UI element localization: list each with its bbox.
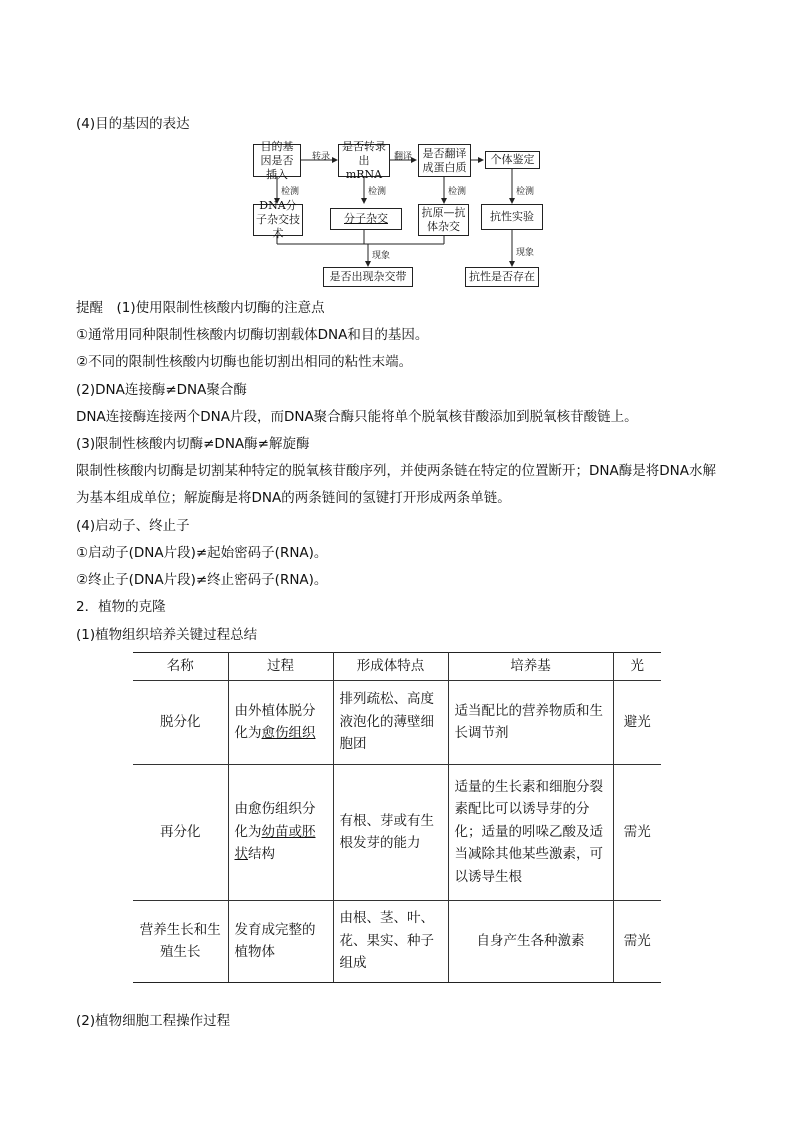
table-header: 形成体特点: [333, 653, 448, 681]
gene-expression-flowchart: [0, 0, 794, 300]
label-transcribe: 转录: [312, 152, 331, 162]
box-protein-translated: 是否翻译成蛋白质: [418, 144, 471, 177]
cell-feature: 由根、茎、叶、花、果实、种子组成: [333, 900, 448, 982]
cell-medium: 自身产生各种激素: [448, 900, 613, 982]
box-antigen-antibody: 抗原—抗体杂交: [418, 204, 469, 236]
process-text: 由愈伤组织分化为: [234, 801, 316, 840]
cell-feature: 有根、芽或有生根发芽的能力: [333, 764, 448, 900]
box-mrna-transcribed: 是否转录出mRNA: [338, 144, 390, 177]
tissue-culture-table: [133, 652, 661, 983]
table-header: 培养基: [448, 653, 613, 681]
box-individual-identification: 个体鉴定: [485, 151, 540, 169]
section-plant-cloning: 2．植物的克隆: [76, 599, 166, 615]
cell-light: 需光: [613, 764, 661, 900]
table-header-row: [133, 653, 661, 681]
box-resistance-exists: 抗性是否存在: [465, 267, 539, 287]
box-hybrid-band: 是否出现杂交带: [323, 267, 413, 287]
cell-medium: 适量的生长素和细胞分裂素配比可以诱导芽的分化；适量的吲哚乙酸及适当减除其他某些激素，可以诱导生根: [448, 764, 613, 900]
heading-gene-expression: (4)目的基因的表达: [76, 116, 190, 132]
tip-point-5: ①启动子(DNA片段)≠起始密码子(RNA)。: [76, 545, 328, 561]
label-detect-2: 检测: [368, 187, 387, 197]
cell-name: 脱分化: [133, 680, 228, 764]
process-underlined-text: 愈伤组织: [261, 725, 316, 741]
process-suffix-text: 结构: [248, 846, 275, 863]
cell-light: 避光: [613, 680, 661, 764]
box-dna-hybridization: DNA分子杂交技术: [253, 204, 303, 236]
tip-heading-2: (2)DNA连接酶≠DNA聚合酶: [76, 382, 247, 398]
label-detect-1: 检测: [281, 187, 300, 197]
label-detect-4: 检测: [516, 187, 535, 197]
tip-heading-3: (3)限制性核酸内切酶≠DNA酶≠解旋酶: [76, 436, 310, 452]
label-translate: 翻译: [394, 152, 413, 162]
tip-point-6: ②终止子(DNA片段)≠终止密码子(RNA)。: [76, 572, 328, 588]
tip-title: 提醒 (1)使用限制性核酸内切酶的注意点: [76, 300, 325, 316]
molecular-hybridization-text: 分子杂交: [344, 212, 388, 225]
cell-process: [228, 764, 333, 900]
cell-feature: 排列疏松、高度液泡化的薄壁细胞团: [333, 680, 448, 764]
cell-process: 发育成完整的植物体: [228, 900, 333, 982]
cell-name: 再分化: [133, 764, 228, 900]
table-header: 过程: [228, 653, 333, 681]
box-molecular-hybridization: [330, 208, 402, 230]
table-row: [133, 680, 661, 764]
cell-medium: 适当配比的营养物质和生长调节剂: [448, 680, 613, 764]
table-header: 光: [613, 653, 661, 681]
table-row: [133, 900, 661, 982]
label-phenomenon-2: 现象: [516, 248, 535, 258]
section-tissue-culture-summary: (1)植物组织培养关键过程总结: [76, 627, 258, 643]
tip-point-3: DNA连接酶连接两个DNA片段，而DNA聚合酶只能将单个脱氧核苷酸添加到脱氧核苷酸链上。: [76, 409, 638, 425]
box-resistance-test: 抗性实验: [481, 204, 543, 230]
process-underlined-text: 幼苗或胚状: [234, 823, 316, 863]
table-header: 名称: [133, 653, 228, 681]
tip-point-2: ②不同的限制性核酸内切酶也能切割出相同的粘性末端。: [76, 354, 413, 370]
label-phenomenon-1: 现象: [372, 251, 391, 261]
cell-name: 营养生长和生殖生长: [133, 900, 228, 982]
cell-light: 需光: [613, 900, 661, 982]
tip-point-4: 限制性核酸内切酶是切割某种特定的脱氧核苷酸序列，并使两条链在特定的位置断开；DNA酶是将DNA水解为基本组成单位；解旋酶是将DNA的两条链间的氢键打开形成两条单链。: [76, 463, 716, 506]
process-text: 由外植体脱分化为: [234, 702, 316, 741]
tip-point-1: ①通常用同种限制性核酸内切酶切割载体DNA和目的基因。: [76, 327, 429, 343]
table-row: [133, 764, 661, 900]
section-cell-engineering-process: (2)植物细胞工程操作过程: [76, 1013, 231, 1029]
label-detect-3: 检测: [448, 187, 467, 197]
box-gene-inserted: 目的基因是否插入: [253, 144, 301, 177]
cell-process: [228, 680, 333, 764]
tip-heading-4: (4)启动子、终止子: [76, 518, 190, 534]
